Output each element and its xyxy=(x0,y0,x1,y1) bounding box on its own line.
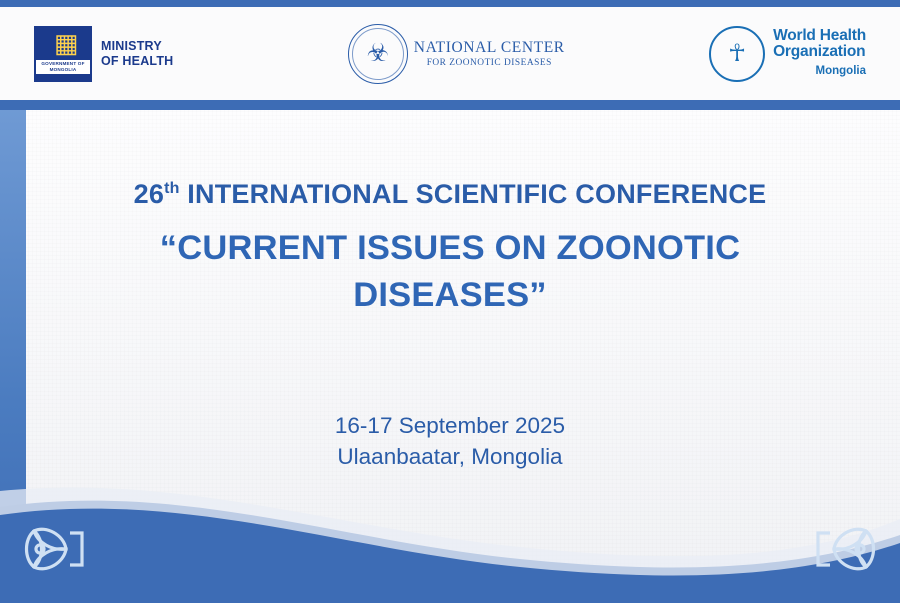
who-title-line2: Organization xyxy=(773,43,866,60)
nczd-label xyxy=(414,39,565,69)
top-frame-bar xyxy=(0,0,900,7)
page-title: “CURRENT ISSUES ON ZOONOTIC DISEASES” xyxy=(159,229,741,314)
title-block xyxy=(0,172,900,319)
who-label xyxy=(773,28,866,79)
moh-line2: OF HEALTH xyxy=(101,53,174,68)
logo-header xyxy=(0,7,900,100)
event-location: Ulaanbaatar, Mongolia xyxy=(337,444,563,469)
soyombo-icon: ▦ xyxy=(54,27,79,58)
nczd-subtitle: FOR ZOONOTIC DISEASES xyxy=(426,57,552,68)
who-country: Mongolia xyxy=(815,65,866,77)
nczd-seal-icon xyxy=(348,24,408,84)
event-date: 16-17 September 2025 xyxy=(334,413,566,438)
ministry-of-health-label xyxy=(101,39,173,69)
biohazard-icon: ☣ xyxy=(366,39,389,67)
conference-number: 26 xyxy=(133,179,165,209)
national-center-zoonotic-diseases-logo xyxy=(348,24,565,84)
mongolian-ulzii-knot-icon xyxy=(20,521,86,577)
who-title-line1: World Health xyxy=(773,27,866,44)
mongolian-ulzii-knot-icon xyxy=(814,521,880,577)
moh-line1: MINISTRY xyxy=(101,38,162,53)
seal-ring xyxy=(352,28,404,80)
wave-shape-icon xyxy=(0,473,900,603)
bottom-frame-bar xyxy=(0,596,900,603)
nczd-name: NATIONAL CENTER xyxy=(413,38,565,56)
conference-name: INTERNATIONAL SCIENTIFIC CONFERENCE xyxy=(179,179,767,209)
conference-number-line xyxy=(0,172,900,211)
header-divider-bar xyxy=(0,100,900,110)
who-logo xyxy=(709,26,866,82)
conference-ordinal: th xyxy=(164,180,180,197)
who-rod-of-asclepius-icon: ☥ xyxy=(709,26,765,82)
event-meta xyxy=(0,410,900,472)
moh-emblem-caption: GOVERNMENT OF MONGOLIA xyxy=(36,60,90,74)
ministry-of-health-logo xyxy=(34,26,173,82)
mongolia-state-emblem-icon xyxy=(34,26,92,82)
